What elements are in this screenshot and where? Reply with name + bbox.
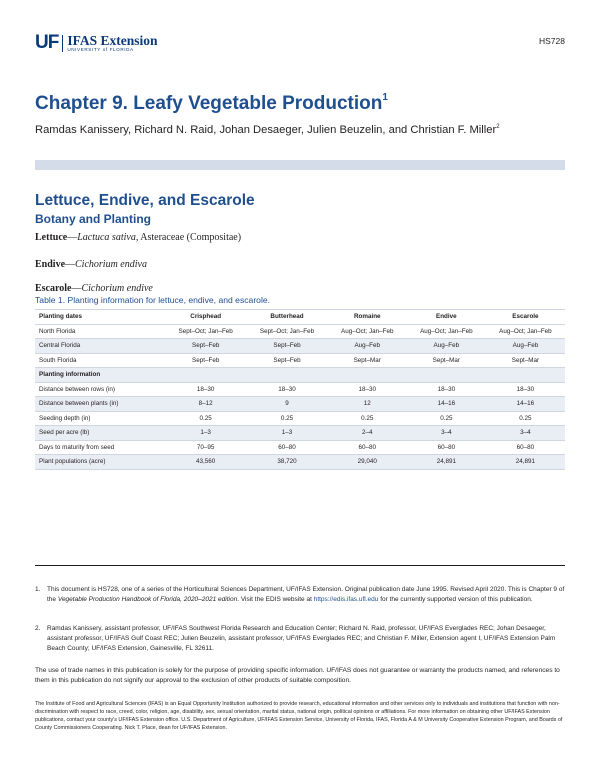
- crop-endive: [35, 259, 147, 270]
- crop-scientific-name: Cichorium endiva: [75, 259, 147, 270]
- footnote-text-part: . Visit the EDIS website at: [237, 596, 314, 603]
- table-cell: Aug–Oct; Jan–Feb: [407, 324, 486, 339]
- table-cell: 60–80: [328, 440, 407, 455]
- table-header-row: [35, 310, 565, 325]
- table-cell: Sept–Oct; Jan–Feb: [246, 324, 327, 339]
- table-cell: 3–4: [486, 426, 565, 441]
- table-cell: Sept–Feb: [165, 353, 246, 368]
- table-cell: 12: [328, 397, 407, 412]
- trade-name-disclaimer: The use of trade names in this publication is solely for the purpose of providing specific information. UF/IFAS does not guarantee or warranty the products named, and references to them in this publication do not signify our approval to the exclusion of other products of suitable composition.: [35, 667, 560, 684]
- table-cell: Sept–Oct; Jan–Feb: [165, 324, 246, 339]
- table-row: [35, 353, 565, 368]
- logo-sub-text: UNIVERSITY of FLORIDA: [67, 47, 134, 52]
- table-cell: 18–30: [407, 382, 486, 397]
- column-header: Romaine: [328, 310, 407, 325]
- crop-name: Lettuce: [35, 232, 68, 243]
- chapter-footnote-ref: 1: [382, 92, 388, 103]
- table-cell: Central Florida: [35, 339, 165, 354]
- table-row: [35, 426, 565, 441]
- table-row: [35, 382, 565, 397]
- table-cell: Sept–Mar: [407, 353, 486, 368]
- table-cell: 24,891: [486, 455, 565, 470]
- table-cell: North Florida: [35, 324, 165, 339]
- table-cell: Sept–Feb: [246, 353, 327, 368]
- table-row: [35, 440, 565, 455]
- table-cell: Distance between rows (in): [35, 382, 165, 397]
- table-cell: Aug–Feb: [486, 339, 565, 354]
- table-cell: 0.25: [165, 411, 246, 426]
- table-cell: 60–80: [246, 440, 327, 455]
- table-cell: South Florida: [35, 353, 165, 368]
- dash: —: [71, 283, 82, 294]
- table-cell: 18–30: [486, 382, 565, 397]
- table-cell: 18–30: [328, 382, 407, 397]
- document-id: HS728: [539, 36, 565, 46]
- logo-uf-mark: UF: [35, 32, 59, 53]
- crop-name: Endive: [35, 259, 66, 270]
- crop-lettuce: [35, 232, 241, 243]
- crop-family: Asteraceae (Compositae): [138, 232, 242, 243]
- footnote-2: [35, 624, 565, 654]
- table-cell: 43,560: [165, 455, 246, 470]
- table-cell: Aug–Feb: [407, 339, 486, 354]
- table-cell: Aug–Feb: [328, 339, 407, 354]
- crop-scientific-name: Cichorium endive: [81, 283, 153, 294]
- edis-link[interactable]: https://edis.ifas.ufl.edu: [313, 596, 379, 603]
- crop-scientific-name: Lactuca sativa,: [77, 232, 139, 243]
- planting-info-table: [35, 309, 565, 470]
- table-subheader-row: [35, 368, 565, 383]
- table-cell: 14–16: [407, 397, 486, 412]
- authors-text: Ramdas Kanissery, Richard N. Raid, Johan Desaeger, Julien Beuzelin, and Christian F. Miller: [35, 124, 497, 136]
- footnote-text-part: for the currently supported version of this publication.: [378, 596, 533, 603]
- header-divider-bar: [35, 160, 565, 170]
- table-cell: 1–3: [246, 426, 327, 441]
- table-cell: 0.25: [246, 411, 327, 426]
- table-cell: 1–3: [165, 426, 246, 441]
- table-cell: Sept–Mar: [328, 353, 407, 368]
- table-cell: 29,040: [328, 455, 407, 470]
- chapter-title-text: Chapter 9. Leafy Vegetable Production: [35, 93, 383, 114]
- table-cell: Plant populations (acre): [35, 455, 165, 470]
- table-cell: 60–80: [407, 440, 486, 455]
- column-header: Planting dates: [35, 310, 165, 325]
- section-title: Lettuce, Endive, and Escarole: [35, 192, 255, 209]
- logo-text: [67, 34, 157, 53]
- table-cell: Sept–Feb: [165, 339, 246, 354]
- table-cell: 0.25: [328, 411, 407, 426]
- table-cell: 3–4: [407, 426, 486, 441]
- table-cell: 0.25: [407, 411, 486, 426]
- footnote-number: 2.: [35, 625, 41, 632]
- table-cell: 0.25: [486, 411, 565, 426]
- table-cell: 38,720: [246, 455, 327, 470]
- chapter-title: [35, 93, 388, 115]
- ifas-logo: [35, 34, 157, 52]
- footnote-number: 1.: [35, 586, 41, 593]
- table-cell: Days to maturity from seed: [35, 440, 165, 455]
- footnote-handbook-title: Vegetable Production Handbook of Florida, 2020–2021 edition: [57, 596, 238, 603]
- table-cell: 14–16: [486, 397, 565, 412]
- table-subheader: Planting information: [35, 368, 565, 383]
- column-header: Butterhead: [246, 310, 327, 325]
- table-cell: 18–30: [246, 382, 327, 397]
- table-cell: Sept–Mar: [486, 353, 565, 368]
- table-cell: 9: [246, 397, 327, 412]
- footnote-text: [47, 585, 565, 605]
- logo-divider: [62, 35, 63, 52]
- table-row: [35, 339, 565, 354]
- table-cell: Aug–Oct; Jan–Feb: [486, 324, 565, 339]
- authors-footnote-ref: 2: [496, 124, 500, 130]
- table-row: [35, 397, 565, 412]
- table-cell: Sept–Feb: [246, 339, 327, 354]
- table-cell: 8–12: [165, 397, 246, 412]
- table-cell: Seed per acre (lb): [35, 426, 165, 441]
- dash: —: [65, 259, 76, 270]
- table-row: [35, 324, 565, 339]
- authors-line: [35, 124, 500, 136]
- footnote-text-part: This document is HS728, one of a series of the Horticultural Sciences Department, UF/IFAS Extension. Original publication date June 1995. Revised April 2020. This is Chapter 9 of the: [47, 586, 565, 603]
- table-cell: Aug–Oct; Jan–Feb: [328, 324, 407, 339]
- column-header: Crisphead: [165, 310, 246, 325]
- table-cell: 70–95: [165, 440, 246, 455]
- column-header: Endive: [407, 310, 486, 325]
- footnote-text: Ramdas Kanissery, assistant professor, UF/IFAS Southwest Florida Research and Education Center; Richard N. Raid, professor, UF/IFAS Everglades REC; Johan Desaeger, assistant professor, UF/IFAS Gulf Coast REC; Julien Beuzelin, assistant professor, UF/IFAS Everglades REC; and Christian F. Miller, Extension agent I, UF/IFAS Extension Palm Beach County; UF/IFAS Extension, Gainesville, FL 32611.: [47, 625, 556, 652]
- table-cell: Distance between plants (in): [35, 397, 165, 412]
- table-cell: 2–4: [328, 426, 407, 441]
- dash: —: [67, 232, 78, 243]
- table-cell: 24,891: [407, 455, 486, 470]
- crop-name: Escarole: [35, 283, 72, 294]
- footnote-rule: [35, 565, 565, 566]
- table-row: [35, 455, 565, 470]
- ifas-equal-opportunity-statement: The Institute of Food and Agricultural Sciences (IFAS) is an Equal Opportunity Institution authorized to provide research, educational information and other services only to individuals and institutions that function with non-discrimination with respect to race, creed, color, religion, age, disability, sex, sexual orientation, marital status, national origin, political opinions or affiliations. For more information on obtaining other UF/IFAS Extension publications, contact your county's UF/IFAS Extension office. U.S. Department of Agriculture, UF/IFAS Extension Service, University of Florida, IFAS, Florida A & M University Cooperative Extension Program, and Boards of County Commissioners Cooperating. Nick T. Place, dean for UF/IFAS Extension.: [35, 701, 563, 731]
- table-cell: 18–30: [165, 382, 246, 397]
- column-header: Escarole: [486, 310, 565, 325]
- table-cell: 60–80: [486, 440, 565, 455]
- table-caption: Table 1. Planting information for lettuce, endive, and escarole.: [35, 295, 271, 305]
- table-cell: Seeding depth (in): [35, 411, 165, 426]
- logo-main-text: IFAS Extension: [67, 33, 158, 48]
- subsection-title: Botany and Planting: [35, 212, 152, 226]
- crop-escarole: [35, 283, 153, 294]
- footnote-1: [35, 585, 565, 605]
- table-row: [35, 411, 565, 426]
